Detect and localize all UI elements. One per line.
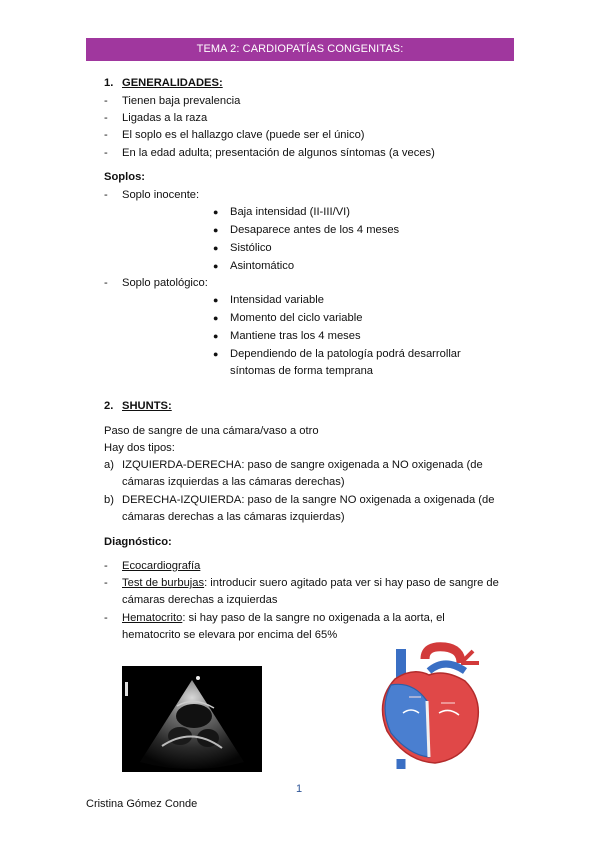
list-marker-b: b) xyxy=(104,494,114,506)
list-dash: - xyxy=(104,129,108,141)
bullet-dot: ● xyxy=(213,261,219,271)
bullet-dot: ● xyxy=(213,207,219,217)
page-number: 1 xyxy=(296,783,303,795)
bullet-item: Momento del ciclo variable xyxy=(230,312,363,324)
list-item-continuation: cámaras derechas a izquierdas xyxy=(122,594,278,606)
author-name: Cristina Gómez Conde xyxy=(86,798,198,810)
document-title-bar: TEMA 2: CARDIOPATÍAS CONGENITAS: xyxy=(86,38,514,61)
bullet-item: Intensidad variable xyxy=(230,294,324,306)
echocardiogram-image xyxy=(122,666,262,772)
soplos-heading: Soplos: xyxy=(104,171,146,183)
list-dash: - xyxy=(104,147,108,159)
term-burbujas-text: : introducir suero agitado pata ver si hay paso de sangre de xyxy=(204,577,499,589)
list-item: Ligadas a la raza xyxy=(122,112,208,124)
list-dash: - xyxy=(104,577,108,589)
list-item-a: IZQUIERDA-DERECHA: paso de sangre oxigenada a NO oxigenada (de xyxy=(122,459,483,471)
term-hematocrito: Hematocrito xyxy=(122,612,183,624)
section1-number: 1. xyxy=(104,77,114,89)
list-item: En la edad adulta; presentación de algunos síntomas (a veces) xyxy=(122,147,435,159)
paragraph: Paso de sangre de una cámara/vaso a otro xyxy=(104,425,319,437)
heart-diagram-image xyxy=(365,641,495,771)
soplo-inocente-label: Soplo inocente: xyxy=(122,189,200,201)
list-item xyxy=(122,611,445,626)
echocardiogram-graphic xyxy=(122,666,262,772)
bullet-dot: ● xyxy=(213,331,219,341)
list-item: El soplo es el hallazgo clave (puede ser el único) xyxy=(122,129,365,141)
list-item-a-continuation: cámaras izquierdas a las cámaras derechas) xyxy=(122,476,345,488)
paragraph: Hay dos tipos: xyxy=(104,442,175,454)
diagnostico-heading: Diagnóstico: xyxy=(104,536,172,548)
list-marker-a: a) xyxy=(104,459,114,471)
list-dash: - xyxy=(104,112,108,124)
bullet-dot: ● xyxy=(213,225,219,235)
list-item: Tienen baja prevalencia xyxy=(122,95,241,107)
bullet-item: Baja intensidad (II-III/VI) xyxy=(230,206,351,218)
list-dash: - xyxy=(104,189,108,201)
list-item xyxy=(122,576,499,591)
bullet-dot: ● xyxy=(213,295,219,305)
term-burbujas: Test de burbujas xyxy=(122,577,205,589)
list-item-continuation: hematocrito se elevara por encima del 65% xyxy=(122,629,338,641)
bullet-item: Sistólico xyxy=(230,242,272,254)
list-item: Ecocardiografía xyxy=(122,560,201,572)
list-dash: - xyxy=(104,612,108,624)
bullet-dot: ● xyxy=(213,349,219,359)
list-dash: - xyxy=(104,277,108,289)
bullet-dot: ● xyxy=(213,313,219,323)
list-item-b: DERECHA-IZQUIERDA: paso de la sangre NO oxigenada a oxigenada (de xyxy=(122,494,495,506)
section2-number: 2. xyxy=(104,400,114,412)
list-dash: - xyxy=(104,560,108,572)
bullet-dot: ● xyxy=(213,243,219,253)
list-item-b-continuation: cámaras derechas a las cámaras izquierdas) xyxy=(122,511,345,523)
section2-heading: SHUNTS: xyxy=(122,400,172,412)
heart-diagram-graphic xyxy=(365,641,495,771)
section1-heading: GENERALIDADES: xyxy=(122,77,223,89)
list-dash: - xyxy=(104,95,108,107)
bullet-item: Asintomático xyxy=(230,260,295,272)
bullet-item: Mantiene tras los 4 meses xyxy=(230,330,361,342)
bullet-item: Dependiendo de la patología podrá desarrollar xyxy=(230,348,461,360)
bullet-item-continuation: síntomas de forma temprana xyxy=(230,365,374,377)
bullet-item: Desaparece antes de los 4 meses xyxy=(230,224,400,236)
term-hematocrito-text: : si hay paso de la sangre no oxigenada a la aorta, el xyxy=(182,612,445,624)
soplo-patologico-label: Soplo patológico: xyxy=(122,277,208,289)
